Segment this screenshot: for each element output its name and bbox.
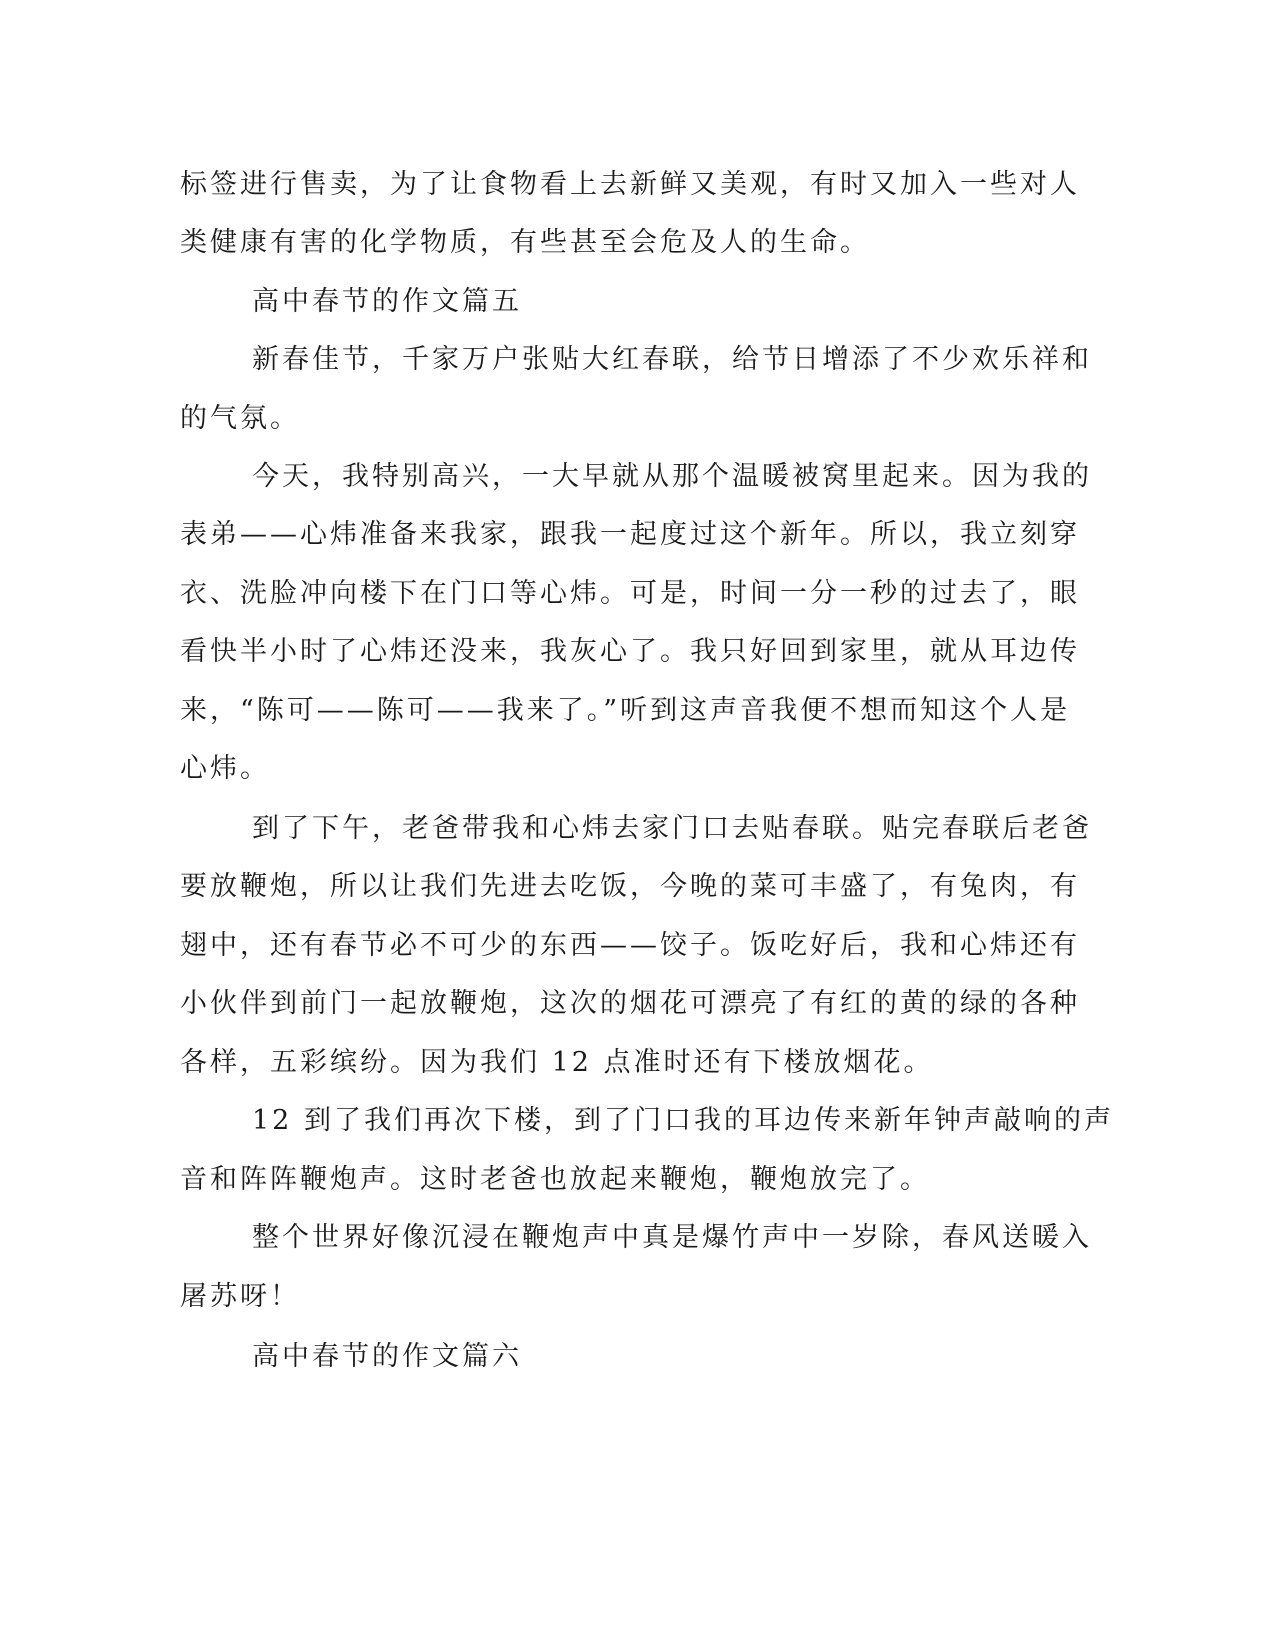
text-line: 标签进行售卖，为了让食物看上去新鲜又美观，有时又加入一些对人 [180,169,1080,200]
text-line: 音和阵阵鞭炮声。这时老爸也放起来鞭炮，鞭炮放完了。 [180,1164,930,1195]
text-line: 今天，我特别高兴，一大早就从那个温暖被窝里起来。因为我的 [252,461,1092,492]
section-heading: 高中春节的作文篇五 [252,286,522,317]
text-line: 来，“陈可——陈可——我来了。”听到这声音我便不想而知这个人是 [180,695,1071,726]
text-line: 类健康有害的化学物质，有些甚至会危及人的生命。 [180,227,870,258]
text-line: 整个世界好像沉浸在鞭炮声中真是爆竹声中一岁除，春风送暖入 [252,1222,1092,1253]
text-line: 小伙伴到前门一起放鞭炮，这次的烟花可漂亮了有红的黄的绿的各种 [180,988,1080,1019]
text-line: 衣、洗脸冲向楼下在门口等心炜。可是，时间一分一秒的过去了，眼 [180,578,1080,609]
text-line: 各样，五彩缤纷。因为我们 12 点准时还有下楼放烟花。 [180,1047,934,1078]
text-line: 表弟——心炜准备来我家，跟我一起度过这个新年。所以，我立刻穿 [180,519,1080,550]
text-line: 要放鞭炮，所以让我们先进去吃饭，今晚的菜可丰盛了，有兔肉，有 [180,871,1080,902]
text-line: 看快半小时了心炜还没来，我灰心了。我只好回到家里，就从耳边传 [180,636,1080,667]
text-line: 翅中，还有春节必不可少的东西——饺子。饭吃好后，我和心炜还有 [180,930,1080,961]
text-line: 新春佳节，千家万户张贴大红春联，给节日增添了不少欢乐祥和 [252,344,1092,375]
text-line: 到了下午，老爸带我和心炜去家门口去贴春联。贴完春联后老爸 [252,813,1092,844]
section-heading: 高中春节的作文篇六 [252,1341,522,1372]
text-line: 屠苏呀！ [180,1281,300,1312]
text-line: 12 到了我们再次下楼，到了门口我的耳边传来新年钟声敲响的声 [252,1105,1114,1136]
text-line: 的气氛。 [180,403,300,434]
text-line: 心炜。 [180,753,270,784]
